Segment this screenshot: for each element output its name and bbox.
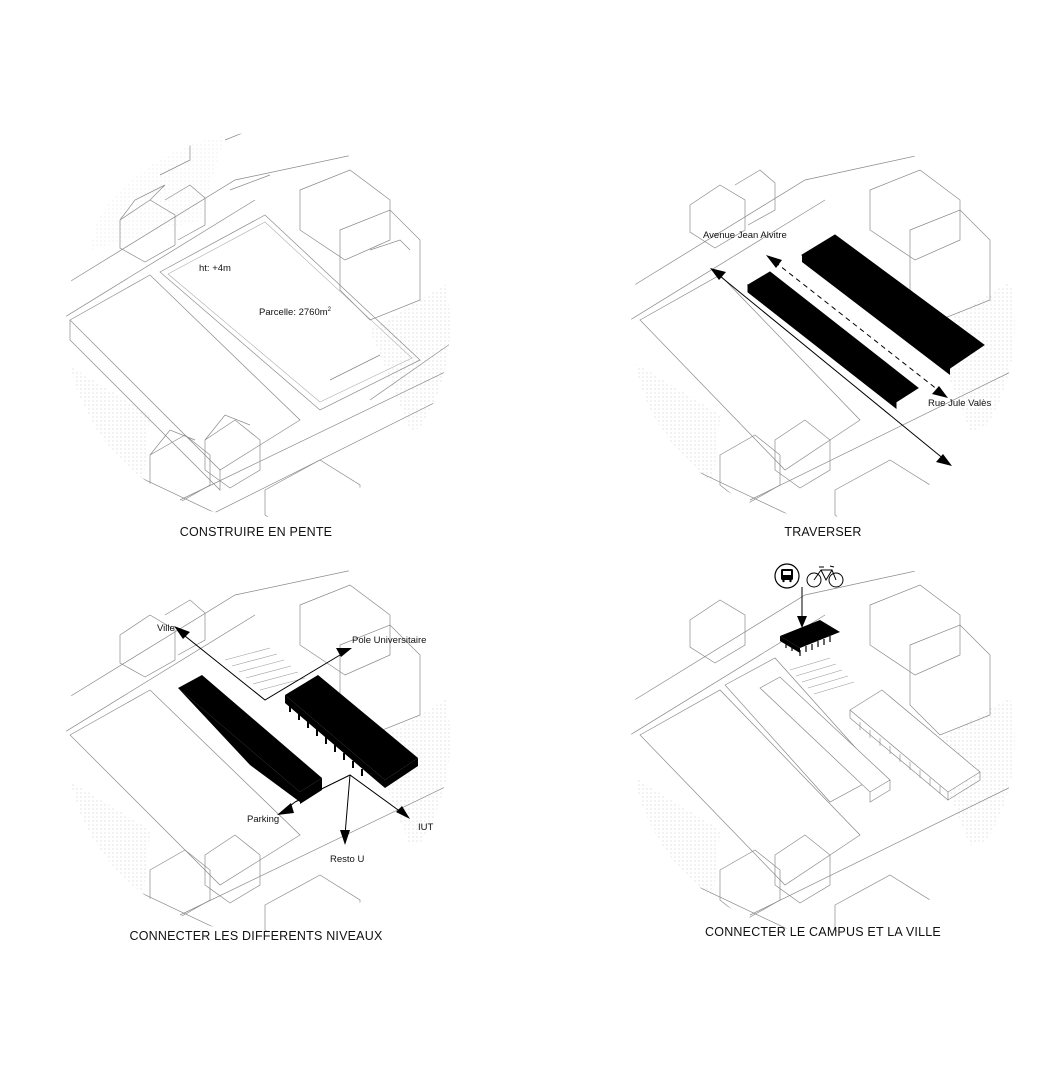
parcel-area-text: Parcelle: 2760m bbox=[259, 307, 328, 319]
caption-traverser: TRAVERSER bbox=[784, 525, 862, 539]
arrow-resto bbox=[345, 775, 350, 835]
panel-connecter-niveaux bbox=[0, 540, 530, 1080]
bus-icon bbox=[775, 564, 799, 588]
vegetation-area bbox=[40, 360, 150, 520]
dest-label-parking: Parking bbox=[247, 814, 280, 825]
panel-construire-en-pente bbox=[0, 0, 530, 540]
height-label: ht: +4m bbox=[199, 263, 231, 274]
dest-label-pole: Pole Universitaire bbox=[352, 635, 427, 646]
bicycle-icon bbox=[807, 566, 843, 587]
caption-construire-en-pente: CONSTRUIRE EN PENTE bbox=[179, 525, 333, 539]
panel-connecter-campus-ville bbox=[530, 540, 1060, 1080]
dest-label-iut: IUT bbox=[418, 822, 434, 833]
arrow-head-avenue bbox=[766, 255, 782, 268]
arrow-head-resto bbox=[340, 830, 350, 845]
building-outline-left bbox=[760, 677, 890, 802]
street-label-avenue: Avenue Jean Alvitre bbox=[703, 230, 787, 241]
caption-connecter-niveaux: CONNECTER LES DIFFERENTS NIVEAUX bbox=[129, 929, 383, 943]
site-axonometric-3 bbox=[0, 540, 530, 1080]
site-axonometric-2 bbox=[530, 0, 1060, 540]
mobility-hub-block bbox=[780, 620, 840, 656]
caption-connecter-campus-ville: CONNECTER LE CAMPUS ET LA VILLE bbox=[705, 925, 941, 939]
site-axonometric-4 bbox=[530, 540, 1060, 1080]
dest-label-ville: Ville bbox=[157, 623, 175, 634]
street-label-rue: Rue Jule Valès bbox=[928, 398, 992, 409]
parcel-area-exponent: 2 bbox=[327, 307, 331, 313]
dest-label-resto: Resto U bbox=[330, 854, 365, 865]
parcel-label bbox=[259, 307, 331, 318]
vegetation-area bbox=[370, 270, 480, 430]
site-axonometric-1 bbox=[0, 0, 530, 540]
panel-traverser bbox=[530, 0, 1060, 540]
arrow-head-parking bbox=[277, 803, 294, 815]
arrow-head-rue bbox=[932, 386, 948, 398]
